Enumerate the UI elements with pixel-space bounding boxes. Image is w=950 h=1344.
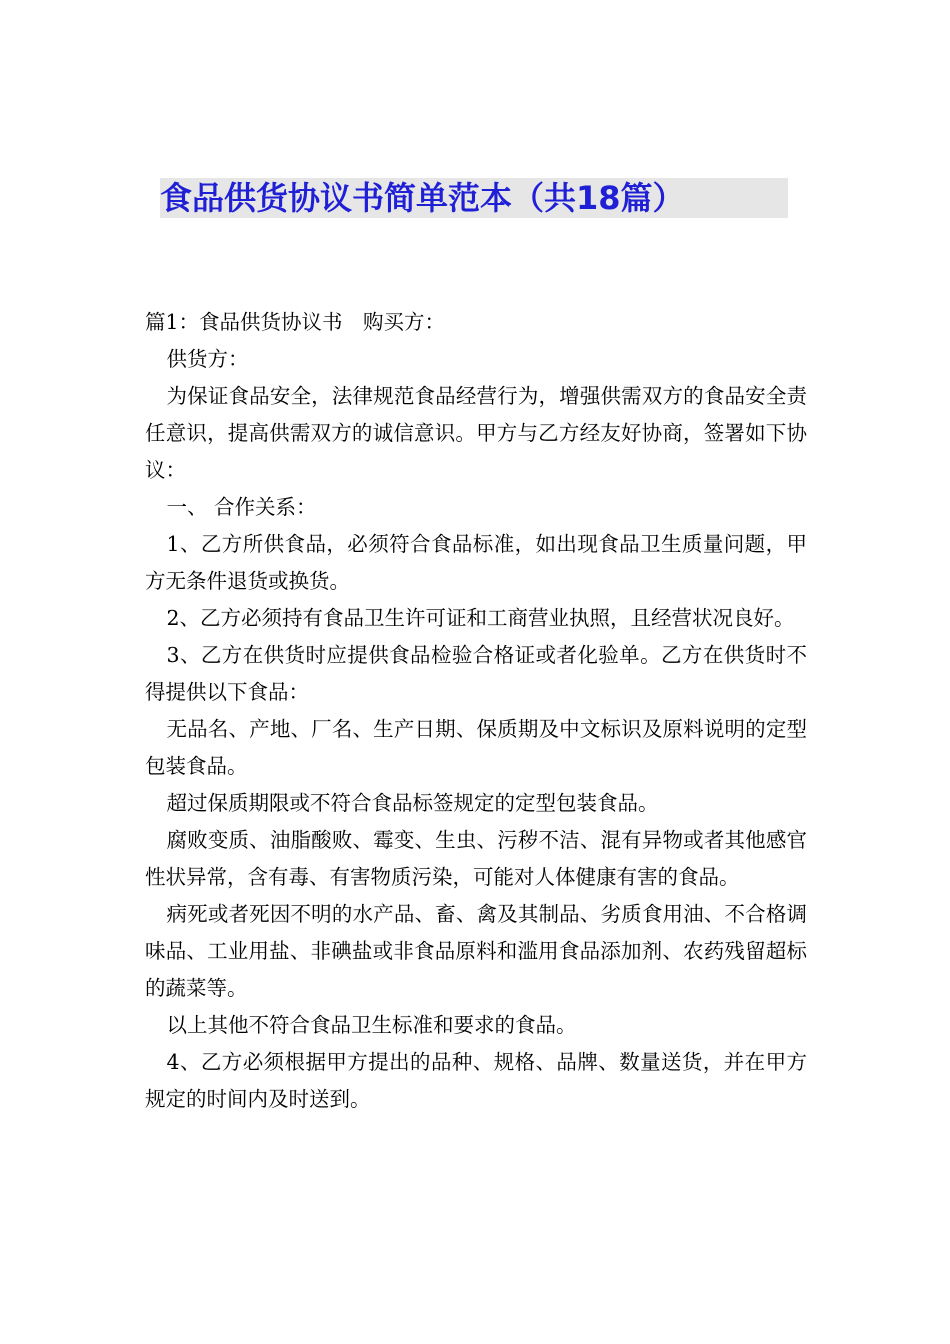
page-title: 食品供货协议书简单范本（共18篇） [160, 179, 685, 217]
paragraph-item-4: 病死或者死因不明的水产品、畜、禽及其制品、劣质食用油、不合格调味品、工业用盐、非碘盐或非食品原料和滥用食品添加剂、农药残留超标的蔬菜等。 [145, 902, 807, 1000]
paragraph-clause-3: 3、乙方在供货时应提供食品检验合格证或者化验单。乙方在供货时不得提供以下食品： [145, 643, 807, 704]
paragraph-clause-2: 2、乙方必须持有食品卫生许可证和工商营业执照，且经营状况良好。 [166, 606, 795, 630]
paragraph-item-2: 超过保质期限或不符合食品标签规定的定型包装食品。 [166, 791, 659, 815]
paragraph-intro: 为保证食品安全，法律规范食品经营行为，增强供需双方的食品安全责任意识，提高供需双方的诚信意识。甲方与乙方经友好协商，签署如下协议： [145, 384, 807, 482]
paragraph-header: 篇1：食品供货协议书 购买方： [145, 310, 446, 334]
paragraph-supplier: 供货方： [166, 347, 249, 371]
paragraph-item-5: 以上其他不符合食品卫生标准和要求的食品。 [166, 1013, 577, 1037]
paragraph-section-1: 一、 合作关系： [166, 495, 317, 519]
paragraph-item-3: 腐败变质、油脂酸败、霉变、生虫、污秽不洁、混有异物或者其他感官性状异常，含有毒、有害物质污染，可能对人体健康有害的食品。 [145, 828, 807, 889]
title-highlight [160, 178, 788, 218]
paragraph-clause-4: 4、乙方必须根据甲方提出的品种、规格、品牌、数量送货，并在甲方规定的时间内及时送到。 [145, 1050, 807, 1111]
paragraph-item-1: 无品名、产地、厂名、生产日期、保质期及中文标识及原料说明的定型包装食品。 [145, 717, 807, 778]
document-body [145, 304, 807, 1118]
paragraph-clause-1: 1、乙方所供食品，必须符合食品标准，如出现食品卫生质量问题，甲方无条件退货或换货。 [145, 532, 807, 593]
